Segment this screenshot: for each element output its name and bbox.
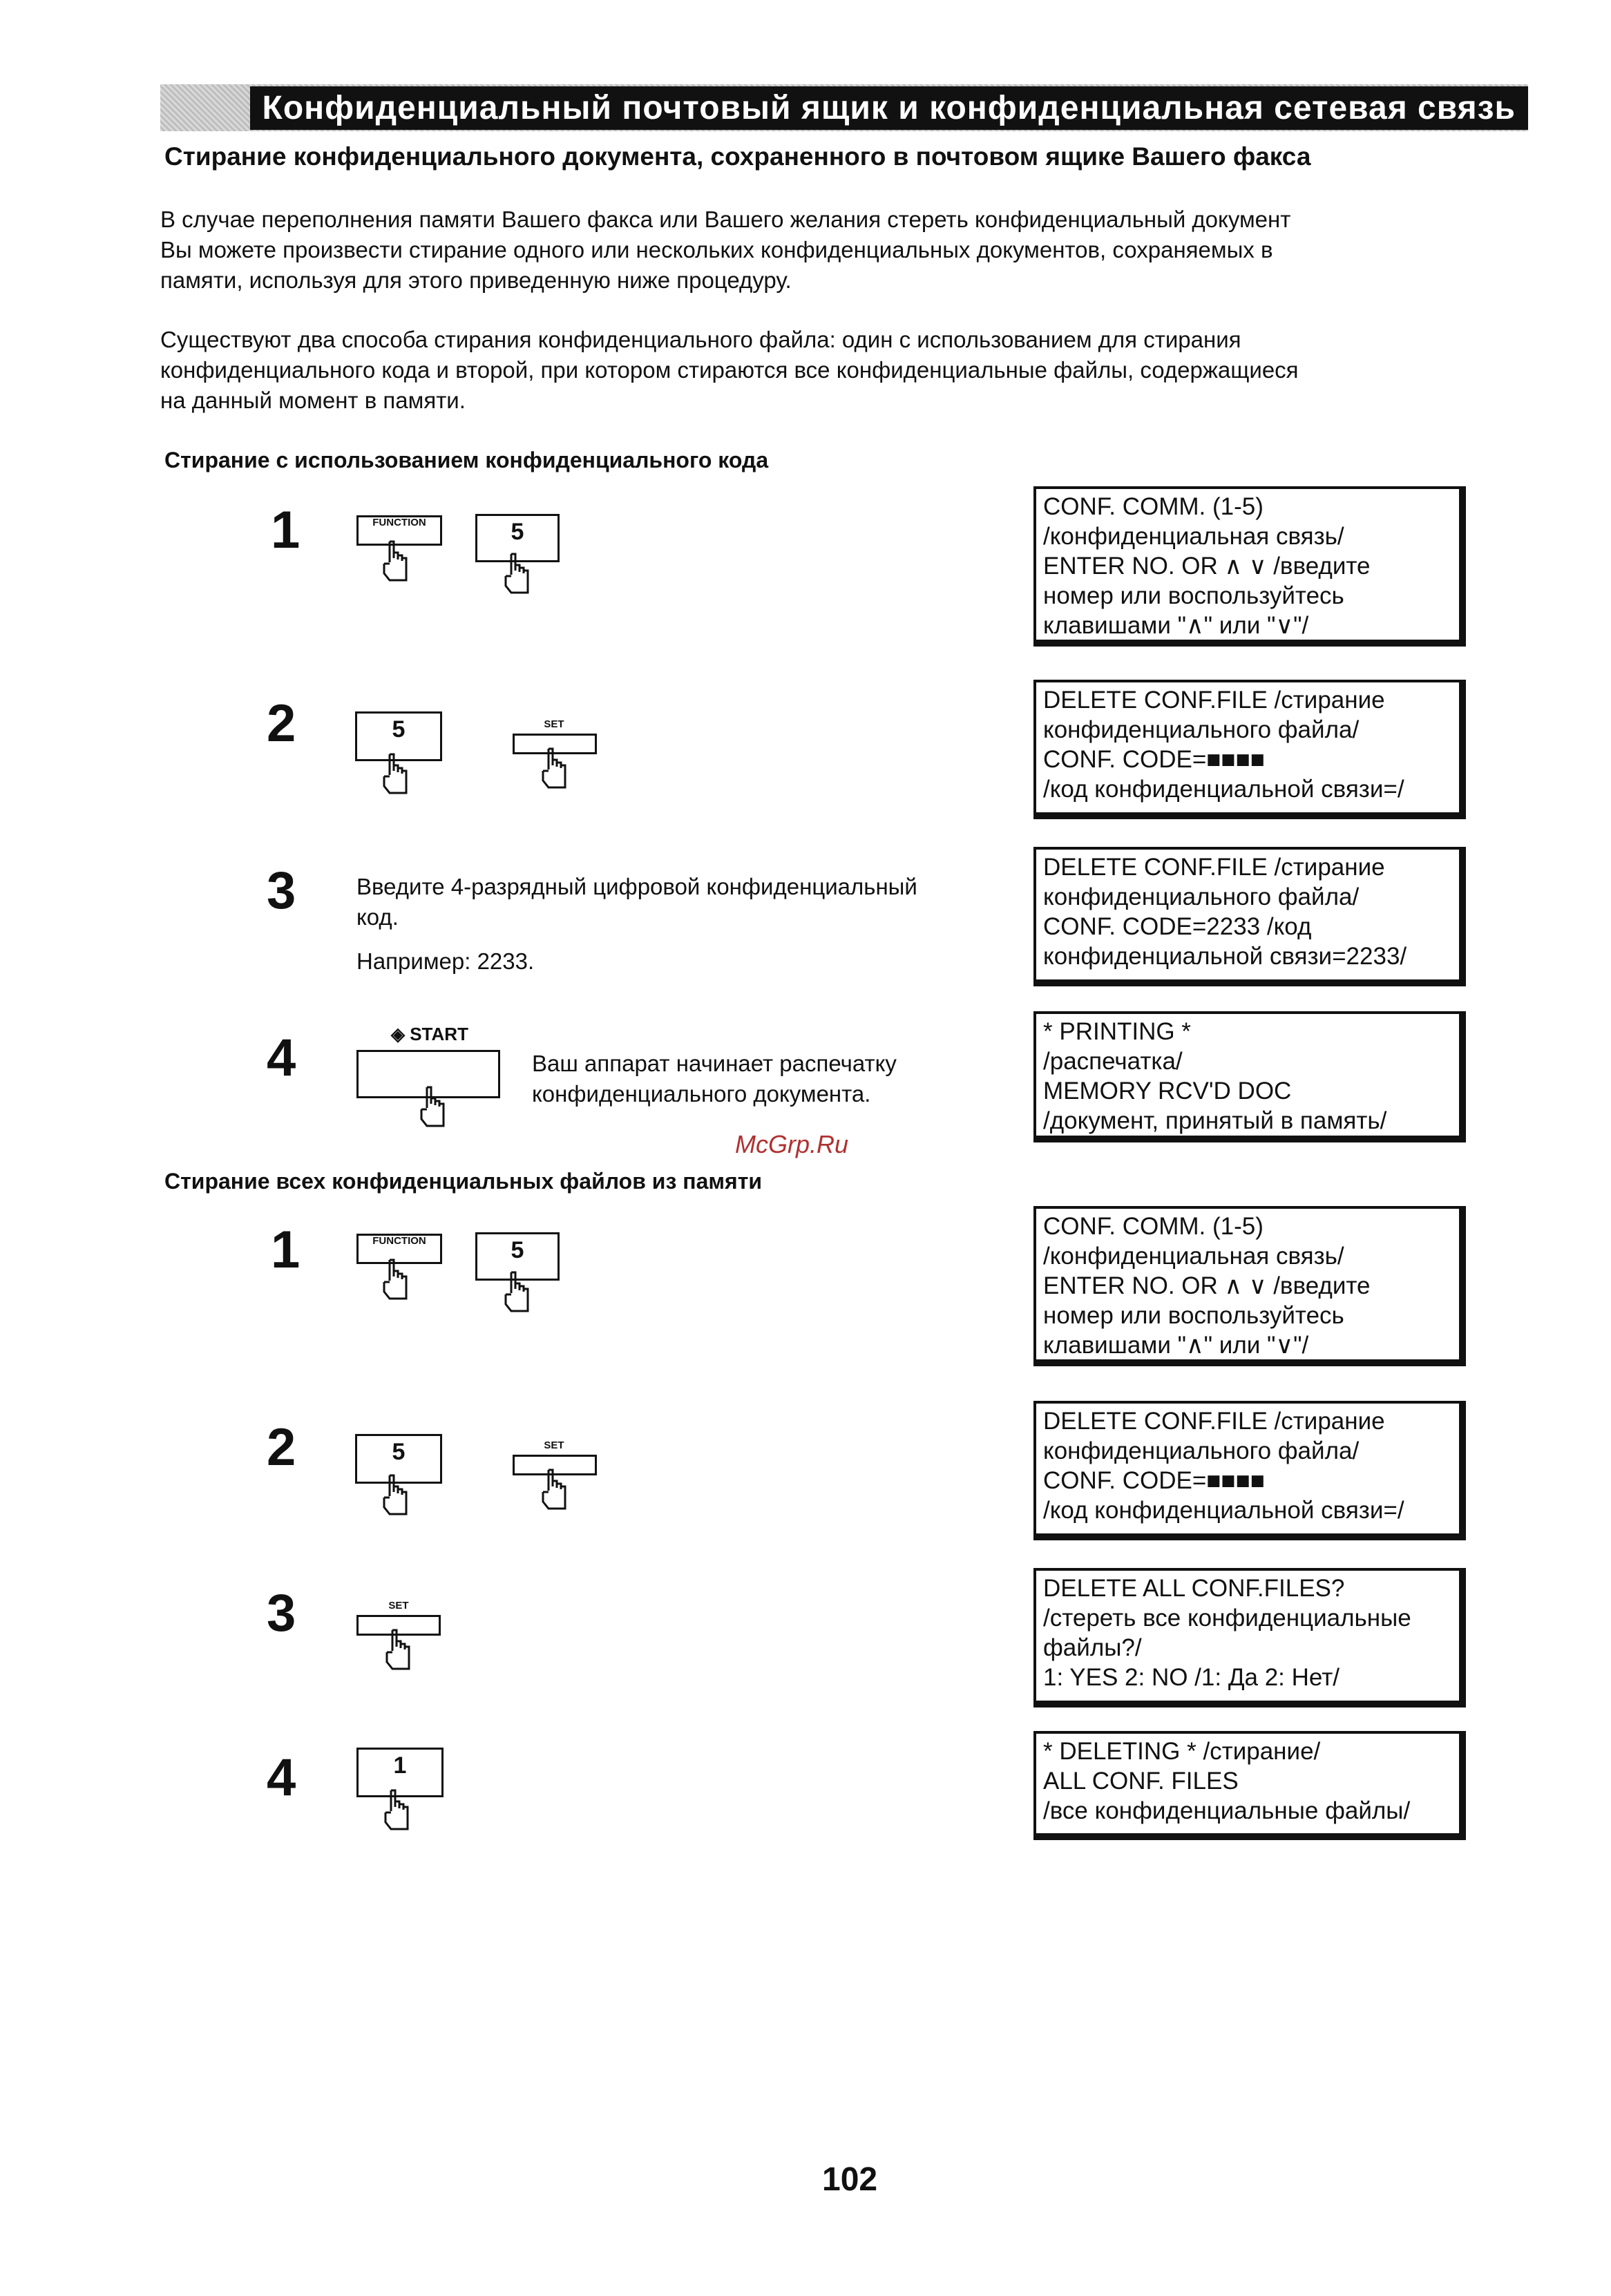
step-number: 4 — [267, 1748, 296, 1807]
finger-press-icon — [379, 540, 410, 582]
function-label: FUNCTION — [372, 1235, 426, 1247]
methods-line: конфиденциального кода и второй, при котором стираются все конфиденциальные файлы, содержащиеся — [160, 357, 1299, 383]
key-5-button[interactable]: 5 — [355, 1434, 442, 1484]
finger-press-icon — [537, 1469, 569, 1510]
methods-paragraph — [160, 325, 1535, 416]
step-number: 1 — [271, 501, 301, 559]
section-title: Стирание конфиденциального документа, сохраненного в почтовом ящике Вашего факса — [164, 142, 1311, 171]
finger-press-icon — [379, 1259, 410, 1300]
lcd-display: DELETE ALL CONF.FILES? /стереть все конфиденциальные файлы?/ 1: YES 2: NO /1: Да 2: Нет/ — [1033, 1568, 1466, 1707]
set-label: SET — [544, 718, 564, 730]
intro-line: Вы можете произвести стирание одного или нескольких конфиденциальных документов, сохраняемых в — [160, 237, 1273, 262]
step-example: Например: 2233. — [356, 948, 535, 974]
finger-press-icon — [379, 1474, 410, 1515]
step-number: 3 — [267, 861, 296, 920]
step-instruction: Введите 4-разрядный цифровой конфиденциальный код. — [356, 874, 917, 930]
step-instruction: Ваш аппарат начинает распечатку конфиденциального документа. — [532, 1051, 897, 1107]
start-label: ◈ START — [391, 1024, 468, 1044]
step-number: 2 — [267, 1418, 296, 1477]
chapter-banner — [160, 84, 1528, 131]
key-5-button[interactable]: 5 — [475, 1232, 560, 1281]
key-1-button[interactable]: 1 — [356, 1748, 444, 1797]
set-label: SET — [388, 1600, 409, 1611]
finger-press-icon — [537, 747, 569, 789]
key-5-button[interactable]: 5 — [355, 711, 442, 761]
methods-line: на данный момент в памяти. — [160, 388, 466, 413]
page-number: 102 — [822, 2161, 878, 2198]
set-label: SET — [544, 1439, 564, 1451]
finger-press-icon — [379, 753, 410, 794]
step-number: 3 — [267, 1584, 296, 1643]
finger-press-icon — [500, 1271, 532, 1312]
function-label: FUNCTION — [372, 517, 426, 528]
intro-line: памяти, используя для этого приведенную ниже процедуру. — [160, 267, 792, 293]
lcd-display: CONF. COMM. (1-5) /конфиденциальная связь/ ENTER NO. OR ∧ ∨ /введите номер или воспользуйтесь клавишами "∧" или "∨"/ — [1033, 1206, 1466, 1366]
finger-press-icon — [416, 1086, 448, 1127]
lcd-display: CONF. COMM. (1-5) /конфиденциальная связь/ ENTER NO. OR ∧ ∨ /введите номер или воспользуйтесь клавишами "∧" или "∨"/ — [1033, 486, 1466, 647]
methods-line: Существуют два способа стирания конфиденциального файла: один с использованием для стирания — [160, 327, 1241, 352]
step-number: 2 — [267, 694, 296, 753]
finger-press-icon — [380, 1789, 412, 1830]
intro-paragraph — [160, 204, 1535, 296]
intro-line: В случае переполнения памяти Вашего факса или Вашего желания стереть конфиденциальный документ — [160, 207, 1291, 232]
watermark: McGrp.Ru — [735, 1130, 849, 1158]
key-5-button[interactable]: 5 — [475, 514, 560, 562]
step-number: 1 — [271, 1221, 301, 1279]
part2-title: Стирание всех конфиденциальных файлов из памяти — [164, 1169, 763, 1194]
step-number: 4 — [267, 1029, 296, 1087]
lcd-display: DELETE CONF.FILE /стирание конфиденциального файла/ CONF. CODE=■■■■ /код конфиденциальной связи=/ — [1033, 680, 1466, 819]
lcd-display: DELETE CONF.FILE /стирание конфиденциального файла/ CONF. CODE=■■■■ /код конфиденциальной связи=/ — [1033, 1401, 1466, 1540]
finger-press-icon — [381, 1629, 413, 1670]
lcd-display: * PRINTING * /распечатка/ MEMORY RCV'D DOC /документ, принятый в память/ — [1033, 1011, 1466, 1142]
finger-press-icon — [500, 553, 532, 594]
chapter-title: Конфиденциальный почтовый ящик и конфиденциальная сетевая связь — [250, 86, 1528, 130]
lcd-display: * DELETING * /стирание/ ALL CONF. FILES /все конфиденциальные файлы/ — [1033, 1731, 1466, 1840]
lcd-display: DELETE CONF.FILE /стирание конфиденциального файла/ CONF. CODE=2233 /код конфиденциальной связи=2233/ — [1033, 847, 1466, 986]
part1-title: Стирание с использованием конфиденциального кода — [164, 448, 769, 472]
